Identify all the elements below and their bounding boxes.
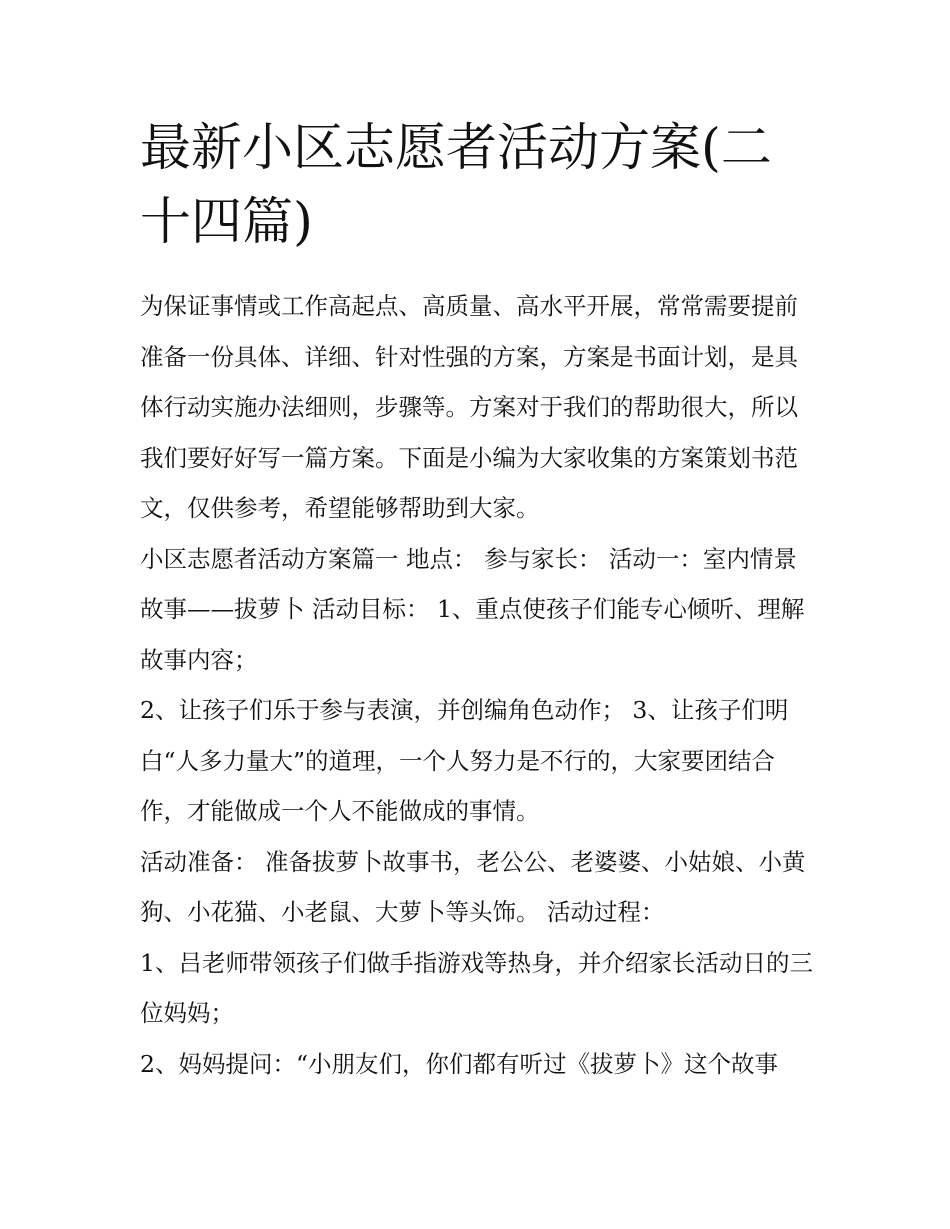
- preparation-paragraph: 活动准备： 准备拔萝卜故事书，老公公、老婆婆、小姑娘、小黄狗、小花猫、小老鼠、大萝卜等头饰。 活动过程：: [140, 847, 806, 926]
- document-content: [140, 112, 815, 1089]
- document-title: 最新小区志愿者活动方案(二十四篇): [140, 119, 772, 252]
- intro-paragraph: 为保证事情或工作高起点、高质量、高水平开展，常常需要提前准备一份具体、详细、针对性强的方案，方案是书面计划，是具体行动实施办法细则，步骤等。方案对于我们的帮助很大，所以我们要好好写一篇方案。下面是小编为大家收集的方案策划书范文，仅供参考，希望能够帮助到大家。: [140, 292, 798, 522]
- title-spacing: [140, 260, 815, 281]
- goals-paragraph: 2、让孩子们乐于参与表演，并创编角色动作； 3、让孩子们明白“人多力量大”的道理，一个人努力是不行的，大家要团结合作，才能做成一个人不能做成的事情。: [140, 696, 789, 825]
- process-step-one-paragraph: 1、吕老师带领孩子们做手指游戏等热身，并介绍家长活动日的三位妈妈；: [140, 948, 813, 1027]
- activity-one-paragraph: 小区志愿者活动方案篇一 地点： 参与家长： 活动一：室内情景故事——拔萝卜 活动目标： 1、重点使孩子们能专心倾听、理解故事内容；: [140, 544, 805, 674]
- process-step-two-paragraph: 2、妈妈提问：“小朋友们，你们都有听过《拔萝卜》这个故事: [140, 1049, 778, 1078]
